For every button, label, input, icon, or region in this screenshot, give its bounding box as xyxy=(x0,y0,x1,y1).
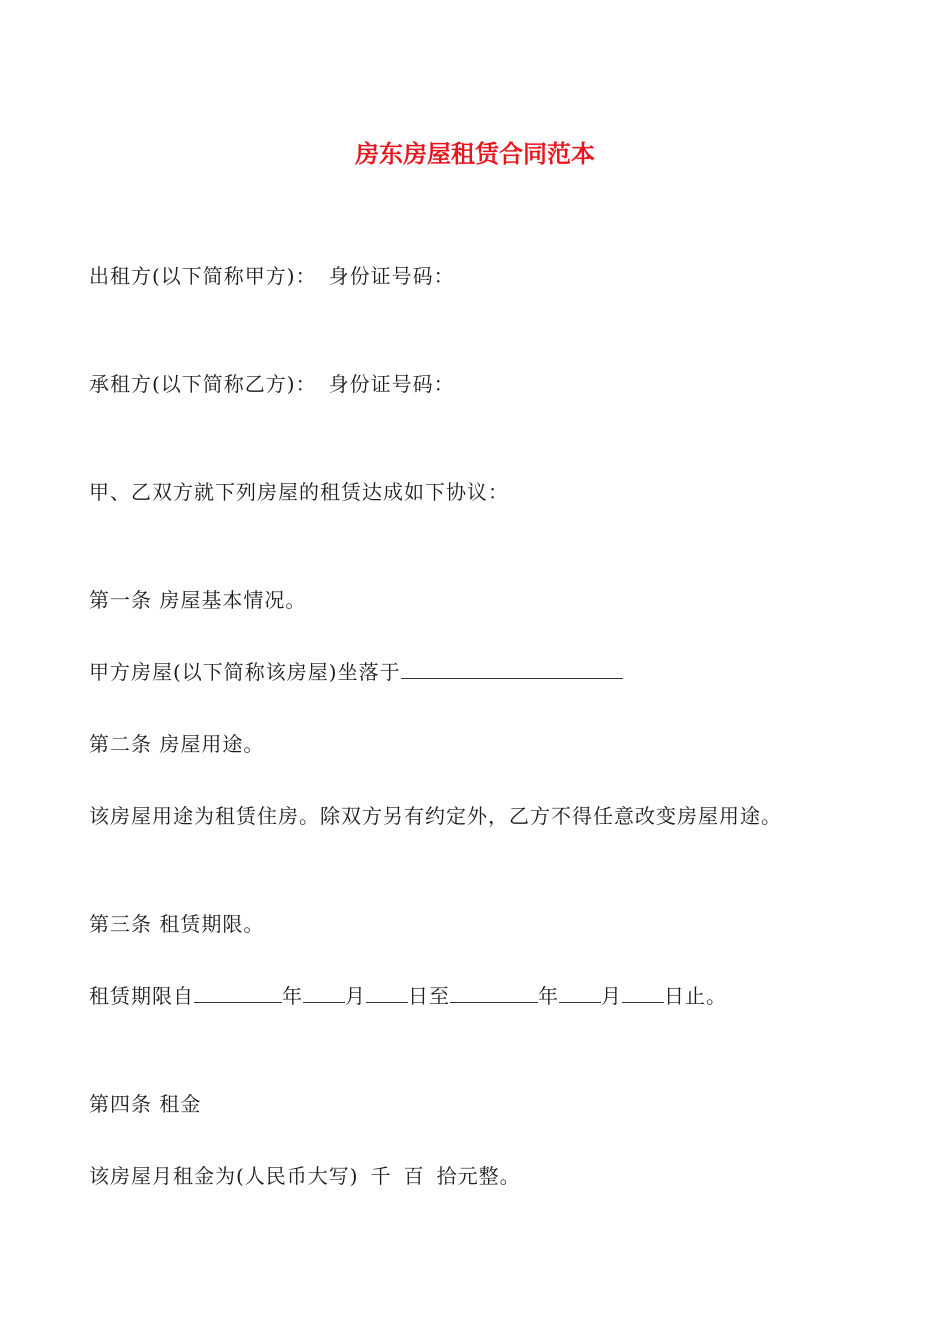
article4-text-line xyxy=(89,1162,521,1190)
article2-heading: 第二条 房屋用途。 xyxy=(89,732,265,756)
lessee-id-label: 身份证号码： xyxy=(328,372,455,396)
article1-text-line xyxy=(89,658,623,686)
start-day-blank xyxy=(366,982,408,1003)
article3-term-line xyxy=(89,982,727,1010)
article1-heading: 第一条 房屋基本情况。 xyxy=(89,588,307,612)
rent-hundred: 百 xyxy=(403,1164,425,1188)
lessor-label: 出租方(以下简称甲方)： xyxy=(89,264,317,288)
term-month2: 月 xyxy=(601,984,622,1008)
article1-text: 甲方房屋(以下简称该房屋)坐落于 xyxy=(89,660,401,684)
term-prefix: 租赁期限自 xyxy=(89,984,194,1008)
document-title: 房东房屋租赁合同范本 xyxy=(355,140,595,168)
term-day2: 日止。 xyxy=(664,984,727,1008)
end-month-blank xyxy=(559,982,601,1003)
rent-prefix: 该房屋月租金为(人民币大写) xyxy=(89,1164,359,1188)
article3-heading: 第三条 租赁期限。 xyxy=(89,912,265,936)
article2-text: 该房屋用途为租赁住房。除双方另有约定外，乙方不得任意改变房屋用途。 xyxy=(89,804,782,828)
start-year-blank xyxy=(194,982,282,1003)
term-day1: 日至 xyxy=(408,984,450,1008)
rent-ten-suffix: 拾元整。 xyxy=(436,1164,521,1188)
start-month-blank xyxy=(303,982,345,1003)
end-year-blank xyxy=(450,982,538,1003)
article4-heading: 第四条 租金 xyxy=(89,1092,202,1116)
term-month1: 月 xyxy=(345,984,366,1008)
agreement-intro: 甲、乙双方就下列房屋的租赁达成如下协议： xyxy=(89,480,509,504)
lessee-line xyxy=(89,370,455,398)
rent-thousand: 千 xyxy=(370,1164,392,1188)
term-year1: 年 xyxy=(282,984,303,1008)
lessee-label: 承租方(以下简称乙方)： xyxy=(89,372,317,396)
end-day-blank xyxy=(622,982,664,1003)
term-year2: 年 xyxy=(538,984,559,1008)
address-blank xyxy=(401,658,623,679)
lessor-id-label: 身份证号码： xyxy=(328,264,455,288)
lessor-line xyxy=(89,262,455,290)
